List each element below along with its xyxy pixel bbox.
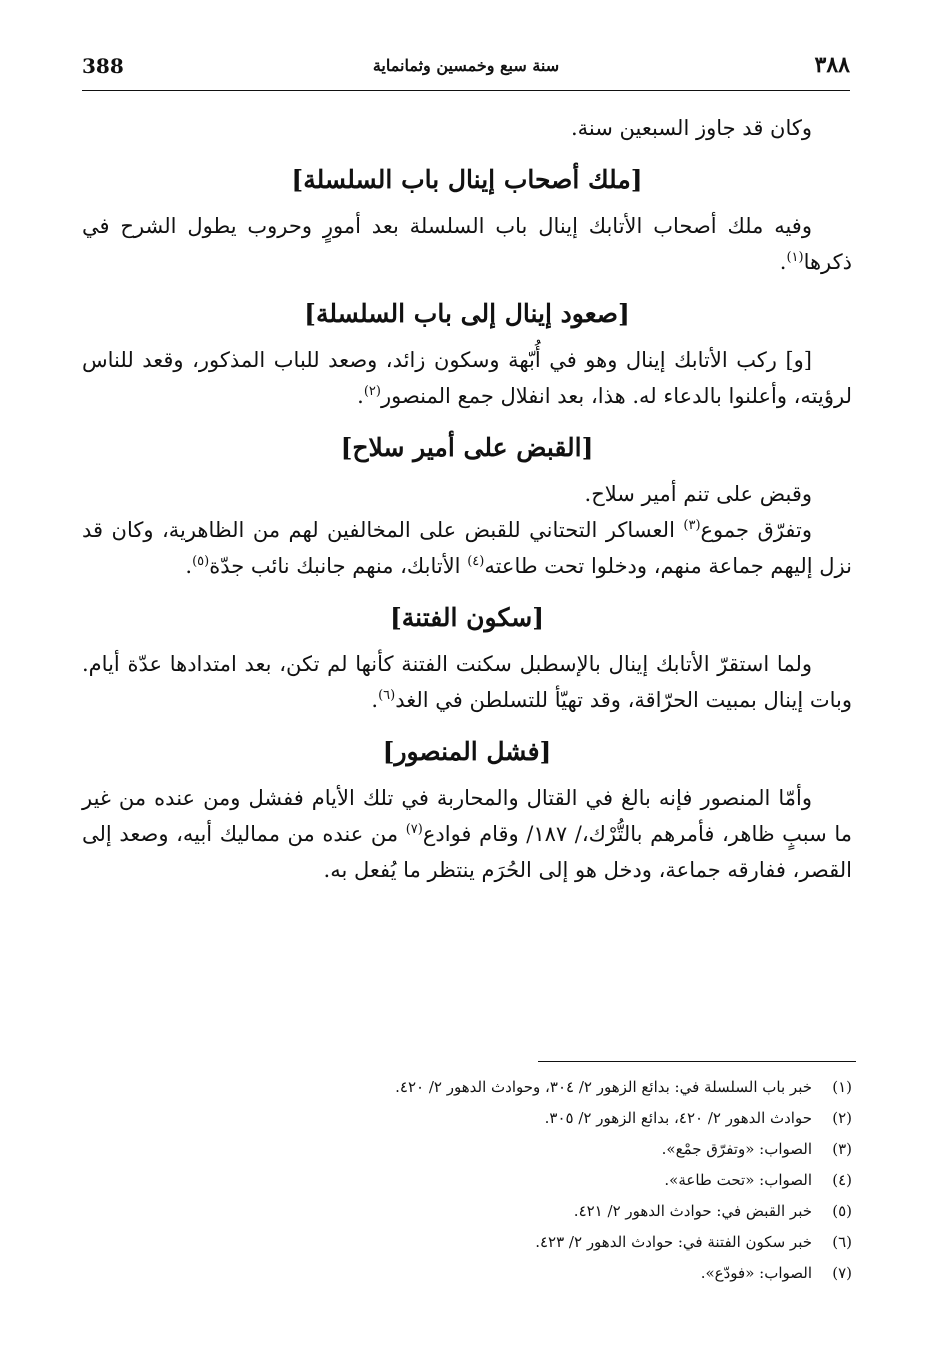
paragraph-text: وكان قد جاوز السبعين سنة. [570, 116, 812, 140]
page-number-latin: 388 [82, 54, 124, 78]
footnote-text: حوادث الدهور ٢/ ٤٢٠، بدائع الزهور ٢/ ٣٠٥. [544, 1109, 812, 1127]
paragraph-text: [و] ركب الأتابك إينال وهو في أُبّهة وسكون زائد، وصعد للباب المذكور، وقعد للناس لرؤيته، وأعلنوا بالدعاء له. هذا، بعد انفلال جمع المنصور [82, 348, 852, 408]
page-number-arabic: ٣٨٨ [814, 52, 850, 78]
section-heading-5: [فشل المنصور] [382, 737, 552, 766]
footnote-ref[interactable]: (١) [786, 250, 804, 265]
paragraph-text: العساكر التحتاني للقبض على المخالفين لهم من الظاهرية، وكان قد نزل إليهم جماعة منهم، ودخلوا تحت طاعته [82, 518, 852, 578]
paragraph-3: [و] ركب الأتابك إينال وهو في أُبّهة وسكون زائد، وصعد للباب المذكور، وقعد للناس لرؤيته، وأعلنوا بالدعاء له. هذا، بعد انفلال جمع المنصور$^{(٢)}$. [82, 348, 852, 408]
footnote [240, 1103, 852, 1134]
footnote-ref[interactable]: (٦) [378, 688, 396, 703]
paragraph-6: ولما استقرّ الأتابك إينال بالإسطبل سكنت الفتنة كأنها لم تكن، بعد امتدادها عدّة أيام. وبات إينال بمبيت الحرّاقة، وقد تهيّأ للتسلطن في الغد$^{(٦)}$. [82, 652, 852, 712]
footnote-text: خبر سكون الفتنة في: حوادث الدهور ٢/ ٤٢٣. [535, 1233, 812, 1251]
footnote-ref[interactable]: (٥) [192, 554, 210, 569]
paragraph-5: وتفرّق جموع$^{(٣)}$ العساكر التحتاني للقبض على المخالفين لهم من الظاهرية، وكان قد نزل إليهم جماعة منهم، ودخلوا تحت طاعته$^{(٤)}$ الأتابك، منهم جانبك نائب جدّة$^{(٥)}$. [82, 518, 852, 578]
paragraph-7 [82, 780, 852, 888]
footnote-text: الصواب: «فودّع». [700, 1264, 812, 1282]
footnote-text: خبر القبض في: حوادث الدهور ٢/ ٤٢١. [573, 1202, 812, 1220]
footnote [240, 1196, 852, 1227]
footnote-separator [538, 1061, 856, 1062]
footnote [240, 1072, 852, 1103]
paragraph-text: من عنده من مماليك أبيه، وصعد إلى القصر، ففارقه جماعة، ودخل هو إلى الحُرَم ينتظر ما يُفعل به. [82, 822, 852, 882]
paragraph-2: وفيه ملك أصحاب الأتابك إينال باب السلسلة بعد أمورٍ وحروب يطول الشرح في ذكرها$^{(١)}$. [82, 214, 852, 274]
section-heading-3: [القبض على أمير سلاح] [340, 433, 594, 462]
footnote [240, 1258, 852, 1289]
section-heading-4: [سكون الفتنة] [389, 603, 545, 632]
footnote-number: (٥) [832, 1202, 852, 1220]
paragraph-text: وفيه ملك أصحاب الأتابك إينال باب السلسلة بعد أمورٍ وحروب يطول الشرح في ذكرها [82, 214, 852, 274]
page-header [82, 54, 850, 91]
paragraph-4 [82, 476, 852, 512]
footnotes [240, 1072, 852, 1289]
paragraph-text: وتفرّق جموع [700, 518, 812, 542]
footnote-text: الصواب: «تحت طاعة». [664, 1171, 812, 1189]
footnote-ref[interactable]: (٢) [363, 384, 381, 399]
footnote-ref[interactable]: (٤) [467, 554, 485, 569]
footnote-text: الصواب: «وتفرّق جمْع». [661, 1140, 812, 1158]
main-text [82, 110, 852, 888]
paragraph-text: ولما استقرّ الأتابك إينال بالإسطبل سكنت الفتنة كأنها لم تكن، بعد امتدادها عدّة أيام. وبات إينال بمبيت الحرّاقة، وقد تهيّأ للتسلطن في الغد [82, 652, 852, 712]
footnote-ref[interactable]: (٣) [683, 518, 701, 533]
paragraph-text: وأمّا المنصور فإنه بالغ في القتال والمحاربة في تلك الأيام ففشل ومن عنده من غير ما سببٍ ظاهر، فأمرهم بالتُّرْك،/ ١٨٧/ وقام فوادع [82, 786, 852, 846]
footnote [240, 1165, 852, 1196]
footnote-ref[interactable]: (٧) [405, 822, 423, 837]
footnote [240, 1227, 852, 1258]
footnote-number: (٧) [832, 1264, 852, 1282]
paragraph-text: وقبض على تنم أمير سلاح. [584, 482, 812, 506]
running-title: سنة سبع وخمسين وثمانماية [372, 56, 560, 75]
footnote-number: (٢) [832, 1109, 852, 1127]
section-heading-1: [ملك أصحاب إينال باب السلسلة] [291, 165, 643, 194]
paragraph-1 [82, 110, 852, 146]
footnote-number: (٤) [832, 1171, 852, 1189]
footnote-number: (٦) [832, 1233, 852, 1251]
footnote-text: خبر باب السلسلة في: بدائع الزهور ٢/ ٣٠٤، وحوادث الدهور ٢/ ٤٢٠. [395, 1078, 812, 1096]
footnote-number: (٣) [832, 1140, 852, 1158]
footnote [240, 1134, 852, 1165]
paragraph-text: الأتابك، منهم جانبك نائب جدّة [209, 554, 468, 578]
footnote-number: (١) [832, 1078, 852, 1096]
section-heading-2: [صعود إينال إلى باب السلسلة] [304, 299, 630, 328]
